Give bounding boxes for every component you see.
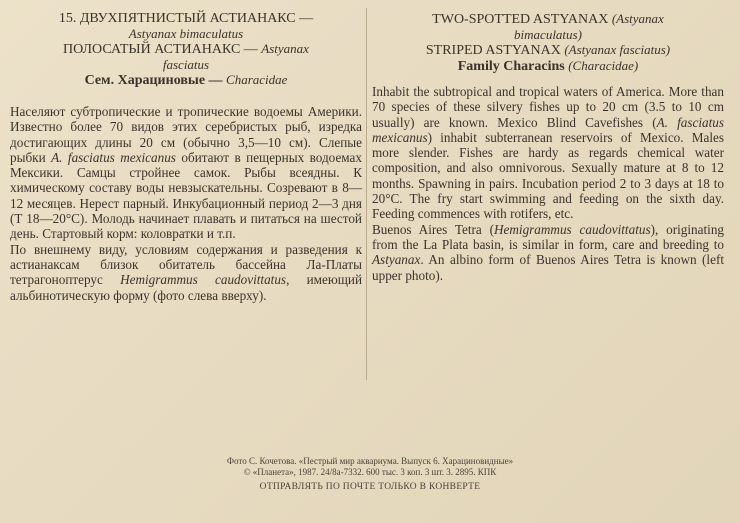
english-header: [372, 11, 724, 74]
card-number: 15.: [58, 11, 77, 26]
russian-family-latin: Characidae: [226, 72, 288, 87]
russian-family: [10, 72, 362, 88]
en-p1b: ) inhabit subterranean reservoirs of Mexico. Males more slender. Fishes are hardy as regards chemical water composition, and also omnivorous. Sexually mature at 8 to 12 months. Spawning in pairs. Incubation period 2 to 3 days at 18 to 20°C. The fry start swimming and feeding on the sixth day. Feeding commences with rotifers, etc.: [372, 129, 724, 222]
russian-header: [10, 11, 362, 88]
english-column: [372, 0, 724, 283]
russian-latin-2b: fasciatus: [162, 57, 210, 72]
column-divider: [366, 8, 367, 380]
russian-title-2-text: ПОЛОСАТЫЙ АСТИАНАКС —: [63, 42, 258, 57]
russian-title-2: [10, 41, 362, 57]
ru-p2b: , имеющий альбинотическую форму (фото слева вверху).: [10, 272, 362, 303]
russian-title-1-text: ДВУХПЯТНИСТЫЙ АСТИАНАКС —: [79, 11, 314, 26]
ru-p2a: По внешнему виду, условиям содержания и разведения к астианаксам близок обитатель бассейна Ла-Платы тетрагоноптерус: [10, 241, 362, 288]
russian-body: [10, 104, 362, 303]
en-p2c: . An albino form of Buenos Aires Tetra is known (left upper photo).: [372, 252, 724, 283]
publication-credits: [0, 456, 740, 478]
russian-column: [10, 0, 362, 303]
english-latin-1a: (Astyanax: [611, 11, 664, 26]
english-title-2: [372, 42, 724, 58]
english-paragraph-2: [372, 222, 724, 283]
ru-p1-latin: A. fasciatus mexicanus: [51, 149, 176, 165]
english-title-1-text: TWO-SPOTTED ASTYANAX: [432, 12, 609, 27]
photo-credit: Фото С. Кочетова. «Пестрый мир аквариума. Выпуск 6. Харациновидные»: [226, 456, 514, 466]
russian-latin-1: Astyanax bimaculatus: [128, 26, 244, 41]
english-family-latin: (Characidae): [568, 58, 639, 73]
english-family: [372, 58, 724, 74]
english-title-1: [372, 11, 724, 27]
publisher-line: © «Планета», 1987. 24/8а-7332. 600 тыс. 3 коп. 3 шт. 3. 2895. КПК: [243, 467, 497, 477]
en-p2-latin: Hemigrammus caudovittatus: [494, 221, 651, 237]
english-paragraph-1: [372, 84, 724, 222]
en-p2b: ), originating from the La Plata basin, is similar in form, care and breeding to: [372, 221, 725, 252]
en-p2-latin-2: Astyanax: [372, 252, 421, 268]
ru-p2-latin: Hemigrammus caudovittatus: [120, 272, 287, 288]
english-title-2-text: STRIPED ASTYANAX: [425, 43, 561, 58]
russian-family-name: Сем. Харациновые —: [84, 73, 223, 88]
russian-latin-2a: Astyanax: [261, 41, 309, 56]
english-body: [372, 84, 724, 283]
en-p1a: Inhabit the subtropical and tropical waters of America. More than 70 species of these silvery fishes up to 20 cm (3.5 to 10 cm usually) are known. Mexico Blind Cavefishes (: [372, 84, 724, 130]
russian-title-1: [10, 11, 362, 26]
english-family-name: Family Characins: [457, 59, 565, 74]
en-p1-latin: A. fasciatus mexicanus: [372, 114, 724, 145]
english-latin-2: (Astyanax fasciatus): [564, 42, 671, 57]
en-p2a: Buenos Aires Tetra (: [372, 221, 495, 237]
russian-paragraph-2: [10, 242, 362, 303]
russian-paragraph-1: [10, 104, 362, 242]
ru-p1a: Населяют субтропические и тропические водоемы Америки. Известно более 70 видов этих серебристых рыб, изредка достигающих длины 20 см (обычно 3,5—10 см). Слепые рыбки: [10, 104, 362, 165]
mailing-instruction: ОТПРАВЛЯТЬ ПО ПОЧТЕ ТОЛЬКО В КОНВЕРТЕ: [259, 482, 481, 492]
ru-p1b: обитают в пещерных водоемах Мексики. Самцы стройнее самок. Рыбы всеядны. К химическому составу воды невзыскательны. Созревают в 8—12 месяцев. Нерест парный. Инкубационный период 2—3 дня (Т 18—20°С). Молодь начинает плавать и питаться на шестой день. Стартовый корм: коловратки и т.п.: [10, 149, 362, 242]
english-latin-1b: bimaculatus): [514, 27, 582, 42]
